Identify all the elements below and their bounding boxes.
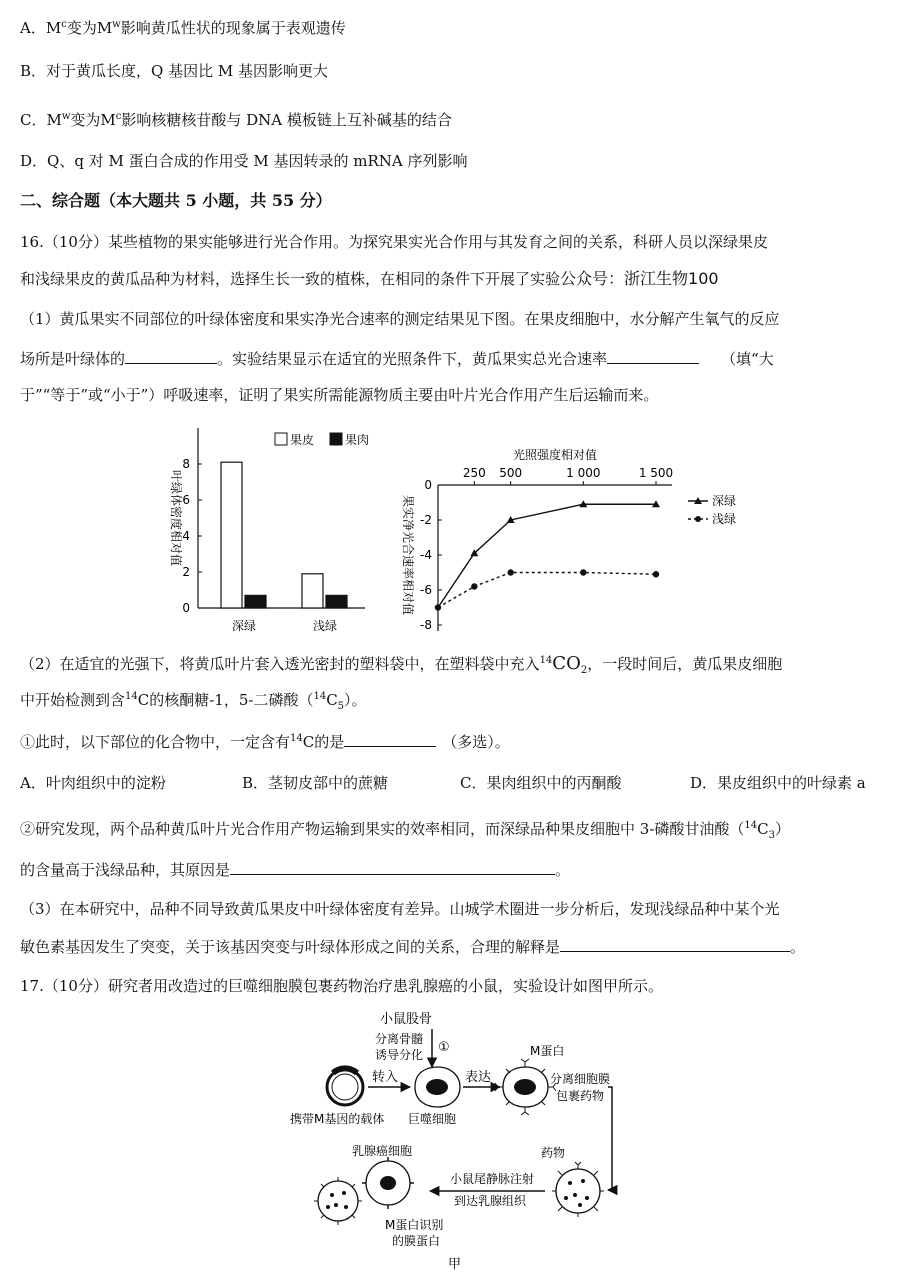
tumor-with-vesicle [314,1177,362,1225]
label-step-1: ① [438,1040,450,1055]
label-recognize-2: 的膜蛋白 [392,1234,441,1248]
choice-c[interactable]: C．果肉组织中的丙酮酸 [460,774,622,792]
bar-y-tick-label: 8 [182,457,190,471]
answer-blank-2[interactable] [607,347,699,364]
vector-plasmid [327,1068,363,1105]
watermark: 公众号：浙江生物100 [560,269,719,288]
bar-y-tick-label: 2 [182,565,190,579]
q16-intro-1: 16.（10分）某些植物的果实能够进行光合作用。为探究果实光合作用与其发育之间的关系，科研人员以深绿果皮 [20,233,768,251]
line-y-label: 果实净光合速率相对值 [401,494,415,616]
label-transfect: 转入 [372,1070,399,1085]
bar-x-tick-label: 深绿 [231,619,257,633]
q16-sub2-a: ②研究发现，两个品种黄瓜叶片光合作用产物运输到果实的效率相同，而深绿品种果皮细胞中 3-磷酸甘油酸$(^{14}C_3)$ [20,820,790,841]
answer-blank-3[interactable] [344,730,436,747]
legend-swatch [330,433,342,445]
line-x-label: 光照强度相对值 [512,448,598,462]
label-tumor-cell: 乳腺癌细胞 [352,1144,413,1158]
label-inject: 小鼠尾静脉注射 [450,1172,535,1186]
q16-part2-b: 中开始检测到含$^{14}$C的核酮糖-1，5-二磷酸$(^{14}C_5)$。 [20,691,367,712]
q17-intro: 17.（10分）研究者用改造过的巨噬细胞膜包裹药物治疗患乳腺癌的小鼠，实验设计如图甲所示。 [20,977,663,995]
label-m-protein: M蛋白 [530,1044,565,1058]
label-femur: 小鼠股骨 [380,1012,433,1027]
macrophage-with-m-protein [495,1059,556,1115]
line-x-tick-label: 500 [499,466,523,480]
q16-intro-2: 和浅绿果皮的黄瓜品种为材料，选择生长一致的植株，在相同的条件下开展了实验公众号：浙江生物100 [20,269,719,288]
arrow-down-right [608,1087,612,1190]
q16-part1-c: 于”“等于”或“小于”）呼吸速率，证明了果实所需能源物质主要由叶片光合作用产生后运输而来。 [20,386,659,404]
legend-label: 浅绿 [712,512,737,526]
q16-sub2-b: 的含量高于浅绿品种，其原因是 。 [20,858,570,881]
line-y-tick-label: -8 [420,618,432,632]
q16-sub1: ①此时，以下部位的化合物中，一定含有$^{14}$C的是 （多选）。 [20,728,510,753]
label-macrophage: 巨噬细胞 [408,1112,457,1126]
choice-d[interactable]: D．果皮组织中的叶绿素 a [690,774,866,792]
label-reach: 到达乳腺组织 [454,1194,527,1208]
bar [326,595,347,608]
bar-y-tick-label: 6 [182,493,190,507]
label-vector: 携带M基因的载体 [290,1112,385,1126]
bar-y-tick-label: 4 [182,529,190,543]
bar-y-tick-label: 0 [182,601,190,615]
data-point [471,583,477,589]
label-induce: 诱导分化 [375,1048,424,1062]
label-isolate-marrow: 分离骨髓 [375,1032,424,1046]
data-point [653,571,659,577]
experiment-diagram [0,1005,913,1275]
line-y-tick-label: -6 [420,583,432,597]
q16-part1-b: 场所是叶绿体的 。实验结果显示在适宜的光照条件下，黄瓜果实总光合速率 （填“大 [20,347,774,370]
answer-blank-4[interactable] [230,858,555,875]
bar-chart [150,420,380,640]
line-y-tick-label: 0 [424,478,432,492]
bar [221,462,242,608]
q16-part3-b: 敏色素基因发生了突变，关于该基因突变与叶绿体形成之间的关系，合理的解释是 。 [20,935,805,958]
label-drug: 药物 [541,1146,566,1160]
line-x-tick-label: 250 [462,466,486,480]
legend-label: 果肉 [345,433,370,447]
option-a: A．$M^c$变为$M^w$影响黄瓜性状的现象属于表观遗传 [20,19,346,37]
legend-label: 深绿 [712,494,737,508]
bar-x-tick-label: 浅绿 [312,619,338,633]
legend-label: 果皮 [290,433,315,447]
label-express: 表达 [465,1070,492,1085]
data-point [580,569,586,575]
tumor-cell [362,1157,414,1209]
q16-part1-a: （1）黄瓜果实不同部位的叶绿体密度和果实净光合速率的测定结果见下图。在果皮细胞中，水分解产生氧气的反应 [20,310,780,328]
line-y-tick-label: -4 [420,548,432,562]
label-recognize-1: M蛋白识别 [385,1218,444,1232]
legend-swatch [275,433,287,445]
drug-vesicle [552,1162,604,1217]
line-x-tick-label: 1 000 [566,466,601,480]
line-chart [390,435,780,640]
diagram-caption: 甲 [448,1257,462,1272]
line-x-tick-label: 1 500 [638,466,674,480]
choice-a[interactable]: A．叶肉组织中的淀粉 [20,774,166,792]
legend-marker [695,516,701,522]
line-y-tick-label: -2 [420,513,432,527]
data-point [435,604,441,610]
bar [302,574,323,608]
series-line [438,573,656,608]
option-c: C．$M^w$变为$M^c$影响核糖核苷酸与 DNA 模板链上互补碱基的结合 [20,111,452,129]
answer-blank-5[interactable] [560,935,790,952]
answer-blank-1[interactable] [125,347,217,364]
option-d: D．Q、q 对 M 蛋白合成的作用受 M 基因转录的 mRNA 序列影响 [20,152,468,170]
option-b: B．对于黄瓜长度，Q 基因比 M 基因影响更大 [20,62,328,80]
choice-b[interactable]: B．茎韧皮部中的蔗糖 [242,774,389,792]
label-isolate-membrane: 分离细胞膜 [550,1072,611,1086]
bar [245,595,266,608]
bar-y-label: 叶绿体密度相对值 [169,469,183,567]
data-point [507,569,513,575]
section-title: 二、综合题（本大题共 5 小题，共 55 分） [20,191,332,210]
macrophage-cell [415,1067,460,1107]
q16-part3-a: （3）在本研究中，品种不同导致黄瓜果皮中叶绿体密度有差异。山城学术圈进一步分析后，发现浅绿品种中某个光 [20,900,780,918]
label-wrap-drug: 包裹药物 [556,1089,605,1103]
q16-part2-a: （2）在适宜的光强下，将黄瓜叶片套入透光密封的塑料袋中，在塑料袋中充入$^{14}CO_2$，一段时间后，黄瓜果皮细胞 [20,653,783,676]
